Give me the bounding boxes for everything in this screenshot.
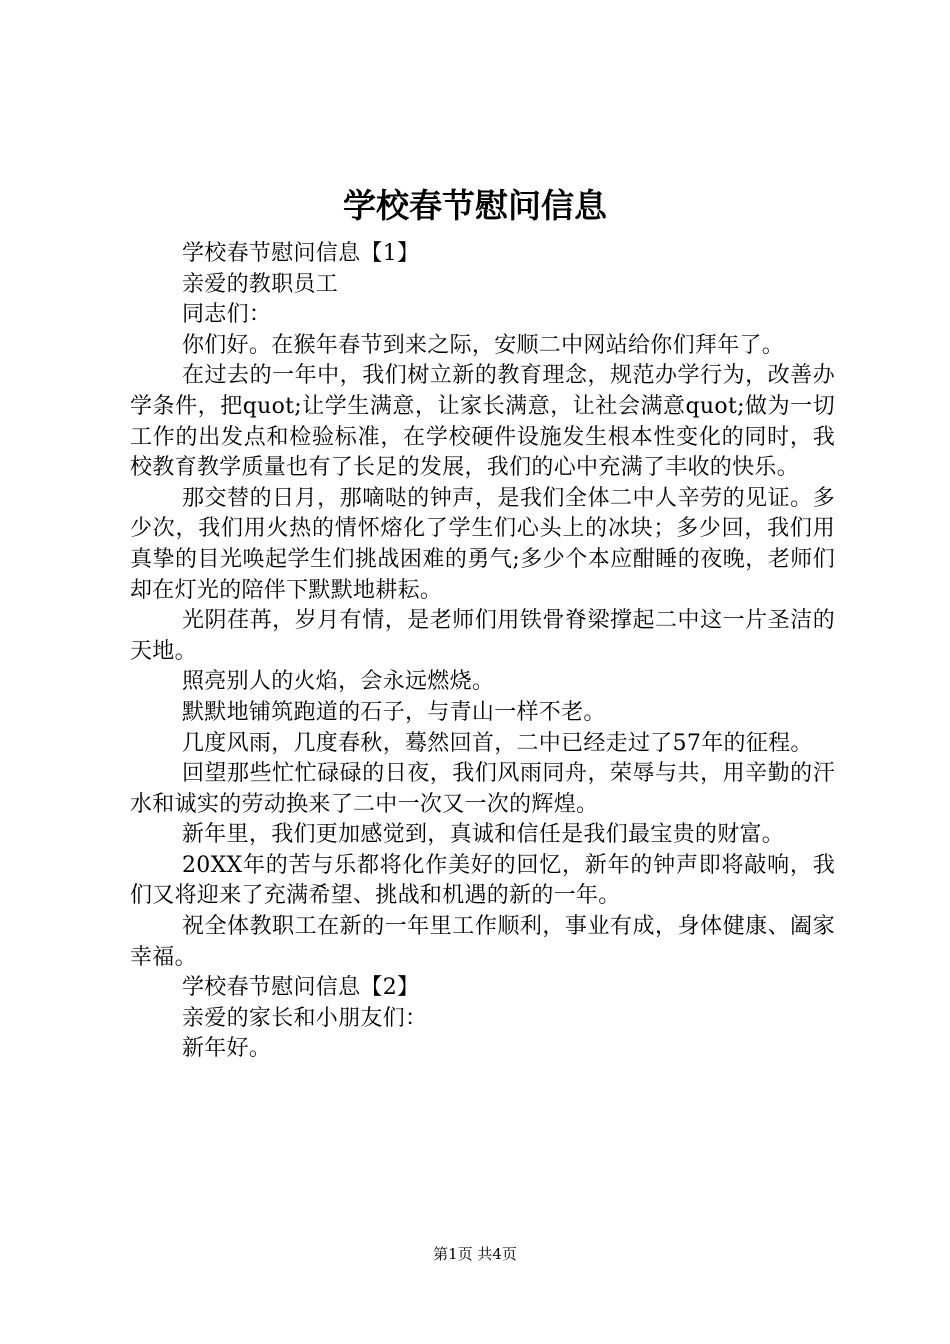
paragraph: 祝全体教职工在新的一年里工作顺利，事业有成，身体健康、阖家幸福。 — [130, 914, 835, 970]
paragraph: 在过去的一年中，我们树立新的教育理念，规范办学行为，改善办学条件，把quot;让学生满意，让家长满意，让社会满意quot;做为一切工作的出发点和检验标准，在学校硬件设施发生根本性变化的同时，我校教育教学质量也有了长足的发展，我们的心中充满了丰收的快乐。 — [130, 363, 835, 481]
paragraph: 回望那些忙忙碌碌的日夜，我们风雨同舟，荣辱与共，用辛勤的汗水和诚实的劳动换来了二中一次又一次的辉煌。 — [130, 761, 835, 817]
paragraph: 照亮别人的火焰，会永远燃烧。 — [182, 669, 495, 695]
paragraph: 新年里，我们更加感觉到，真诚和信任是我们最宝贵的财富。 — [182, 822, 785, 848]
paragraph: 光阴荏苒，岁月有情，是老师们用铁骨脊梁撑起二中这一片圣洁的天地。 — [130, 608, 835, 664]
document-body — [130, 239, 835, 1065]
paragraph: 亲爱的教职员工 — [182, 271, 339, 297]
paragraph: 学校春节慰问信息【2】 — [182, 975, 420, 1001]
paragraph: 几度风雨，几度春秋，蓦然回首，二中已经走过了57年的征程。 — [182, 730, 813, 756]
paragraph: 学校春节慰问信息【1】 — [182, 241, 420, 266]
page-title: 学校春节慰问信息 — [343, 186, 607, 225]
paragraph: 新年好。 — [182, 1036, 272, 1062]
paragraph: 你们好。在猴年春节到来之际，安顺二中网站给你们拜年了。 — [182, 332, 785, 358]
paragraph: 默默地铺筑跑道的石子，与青山一样不老。 — [182, 699, 606, 725]
paragraph: 那交替的日月，那嘀哒的钟声，是我们全体二中人辛劳的见证。多少次，我们用火热的情怀熔化了学生们心头上的冰块；多少回，我们用真挚的目光唤起学生们挑战困难的勇气;多少个本应酣睡的夜晚，老师们却在灯光的陪伴下默默地耕耘。 — [130, 485, 835, 603]
paragraph: 亲爱的家长和小朋友们： — [182, 1005, 428, 1031]
paragraph: 20XX年的苦与乐都将化作美好的回忆，新年的钟声即将敲响，我们又将迎来了充满希望、挑战和机遇的新的一年。 — [130, 852, 835, 909]
paragraph: 同志们： — [182, 302, 272, 328]
page-footer: 第1页 共4页 — [433, 1245, 517, 1263]
